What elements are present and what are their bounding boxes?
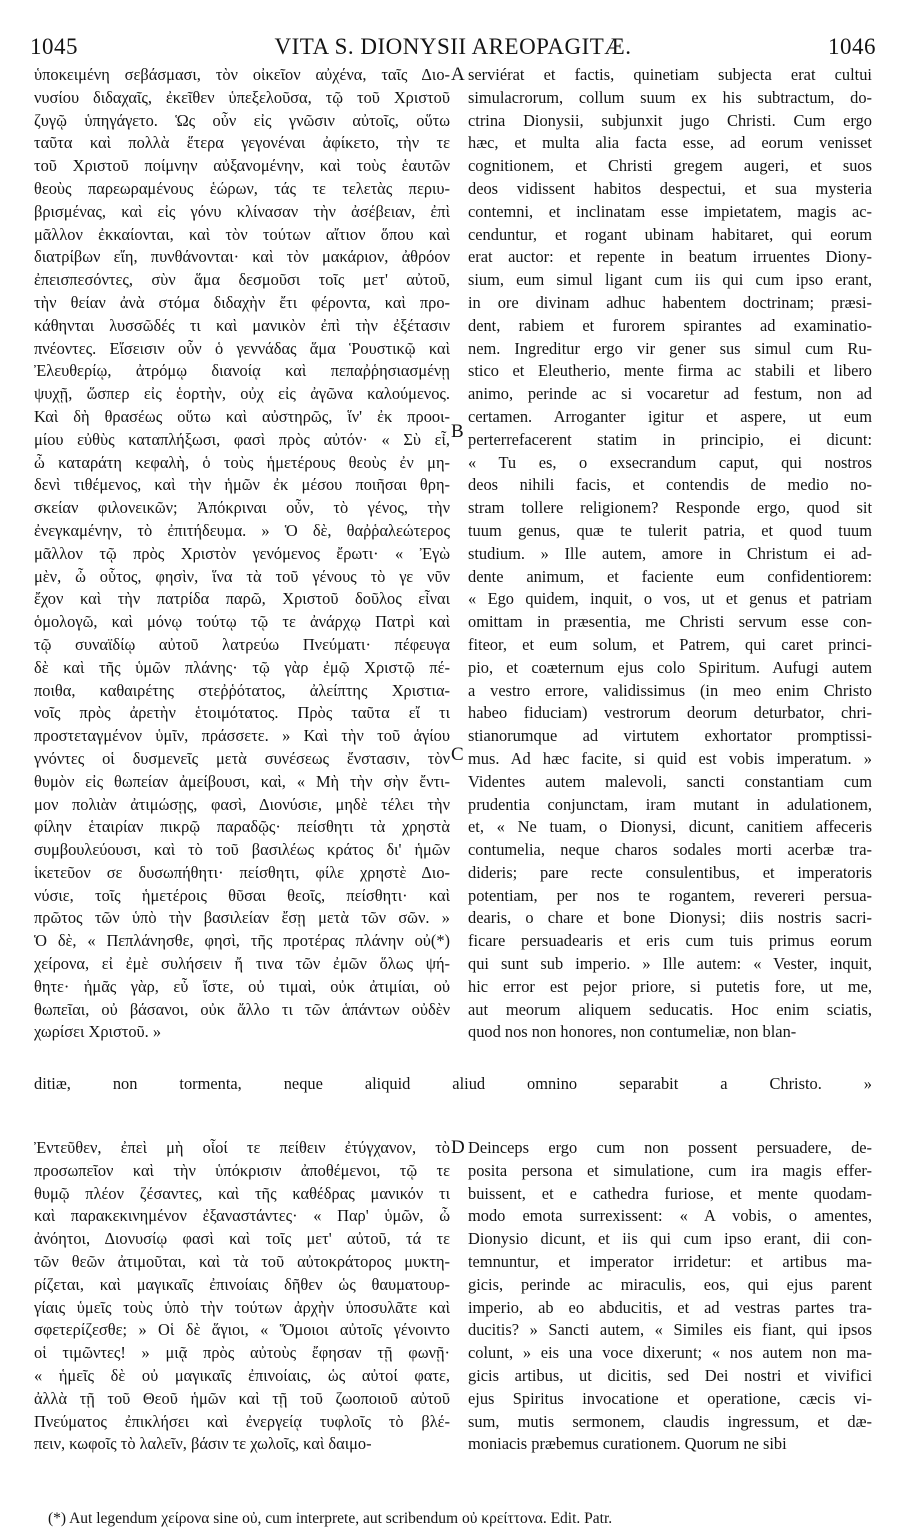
text-line: κάθηνται λυσσῶδές τι καὶ μανικὸν ἐπὶ τὴν ἐξέτασιν: [34, 315, 450, 335]
margin-letter-a: A: [451, 64, 465, 85]
text-line: ζυγῷ ὑπηγάγετο. Ὡς οὖν εἰς γνῶσιν αὐτοῖς, οὕτω: [34, 110, 450, 130]
text-line: ejus Spiritus invocatione et operatione, cæcis vi-: [468, 1388, 872, 1408]
text-line: cenduntur, et rogant ubinam habitaret, qui eorum: [468, 224, 872, 244]
text-line: dideris; pare recte consulentibus, et imperatoris: [468, 862, 872, 882]
text-line: βρισμένας, καὶ εἰς γόνυ κλίνασαν τὴν ἀσέβειαν, ἐπὶ: [34, 201, 450, 221]
text-line: ὦ καταράτη κεφαλὴ, ὁ τοὺς ἡμετέρους θεοὺς ἐν μη-: [34, 452, 450, 472]
text-line: καὶ παρακεκινημένον ἐξαναστάντες· « Παρ' ὑμῶν, ὦ: [34, 1206, 450, 1226]
text-line: χείρονα, εἰ ἐμὲ συλήσειν ἤ τινα τῶν ἐμῶν ὅλως ψή-: [34, 954, 450, 974]
text-line: συμβουλεύουσι, καὶ τὸ τοῦ βασιλέως κράτος δι' ἡμῶν: [34, 840, 450, 860]
text-line: deos nihili facis, et contendis de medio no-: [468, 475, 872, 495]
text-line: νυσίου διδαχαῖς, ἐκεῖθεν ὑπεξελοῦσα, τῷ τοῦ Χριστοῦ: [34, 87, 450, 107]
text-line: quod nos non honores, non contumeliæ, non blan-: [468, 1022, 797, 1042]
text-line: ὑποκειμένη σεβάσμασι, τὸν οἰκεῖον αὐχένα, ταῖς Διο-: [34, 65, 450, 84]
footnote: (*) Aut legendum χείρονα sine οὐ, cum interprete, aut scribendum οὐ κρείττονα. Edit. Patr.: [48, 1510, 613, 1527]
text-line: tuum genus, quæ te tulerit patria, et quod tuum: [468, 520, 872, 540]
text-line: omittam in præsentia, me Christi servum esse con-: [468, 612, 872, 632]
text-line: χωρίσει Χριστοῦ. »: [34, 1022, 162, 1042]
text-line: μᾶλλον ἐκκαίονται, καὶ τὸν τούτων αἴτιον ὅπου καὶ: [34, 224, 450, 244]
text-line: φίλην ἑταιρίαν πικρῷ παραδῷς· πείσθητι τὰ χρηστὰ: [34, 817, 450, 837]
text-line: moniacis præbemus curationem. Quorum ne sibi: [468, 1434, 787, 1454]
text-line: deos vidissent habitos despectui, et sua mysteria: [468, 178, 872, 198]
text-line: simulacrorum, collum suum ex his subtractum, do-: [468, 87, 872, 107]
text-line: προσωπεῖον καὶ τὴν ὑπόκρισιν ἀποθέμενοι, τῷ τε: [34, 1160, 450, 1180]
text-line: ἐνεγκαμένην, τὸ ἐπιτήδευμα. » Ὁ δὲ, θαῤῥαλεώτερος: [34, 520, 450, 540]
page-number-right: 1046: [828, 34, 876, 59]
text-line: διατρίβων εἴη, πυνθάνονται· καὶ τὸν μακάριον, ἀθρόον: [34, 247, 450, 267]
text-line: fiteor, et eum solum, et Patrem, qui caret princi-: [468, 634, 872, 654]
text-line: studium. » Ille autem, amore in Christum ei ad-: [468, 543, 872, 563]
text-line: πειν, κωφοῖς τὸ λαλεῖν, βάσιν τε χωλοῖς, καὶ δαιμο-: [34, 1434, 372, 1454]
text-line: pio, et coæternum ejus colo Spiritum. Aufugi autem: [468, 657, 872, 677]
text-line: μίου εὐθὺς καταπλήξωσι, φασὶ πρὸς αὐτόν· « Σὺ εἶ,: [34, 429, 450, 449]
text-line: ctrina Dionysii, subjunxit jugo Christi. Cum ergo: [468, 110, 872, 130]
text-line: ἀλλὰ τῇ τοῦ Θεοῦ ἡμῶν καὶ τῇ τοῦ ζωοποιοῦ αὐτοῦ: [34, 1388, 450, 1408]
text-line: ἐπεισπεσόντες, σὺν ἅμα δεσμοῦσι τοῖς μετ' αὐτοῦ,: [34, 270, 450, 290]
running-title: VITA S. DIONYSII AREOPAGITÆ.: [274, 34, 632, 59]
text-line: Καὶ δὴ θρασέως οὕτω καὶ αὐστηρῶς, ἵν' ἐκ προοι-: [34, 406, 450, 426]
text-line: Dionysio dicunt, et iis qui cum ipso erant, dii con-: [468, 1229, 872, 1249]
text-line: θητε· ἡμᾶς γὰρ, εὖ ἴστε, οὐ τιμαὶ, οὐκ ἀτιμίαι, οὐ: [34, 976, 450, 996]
text-line: stico et Eleutherio, mente firma ac stabili et libero: [468, 361, 872, 381]
text-line: certamen. Arroganter igitur et aspere, ut eum: [468, 406, 872, 426]
text-line: sium, eum simul ligant cum iis qui cum ipso erant,: [468, 270, 872, 290]
text-line: stianorumque ad virtutem exhortator promptissi-: [468, 726, 872, 746]
text-line: « Tu es, o exsecrandum caput, qui nostros: [468, 452, 872, 472]
text-line: Πνεύματος ἐπικλήσει καὶ ἐνεργείᾳ τυφλοῖς τὸ βλέ-: [34, 1411, 450, 1431]
text-line: σφετερίζεσθε; » Οἱ δὲ ἅγιοι, « Ὅμοιοι αὐτοῖς γένοιντο: [34, 1320, 450, 1340]
text-line: imperio, ab eo abducitis, et ad vestras partes tra-: [468, 1297, 872, 1317]
text-line: animo, perinde ac si vocaretur ad festum, non ad: [468, 384, 872, 404]
text-line: contemni, et inclinatam esse impietatem, magis ac-: [468, 201, 872, 221]
text-line: nem. Ingreditur ergo vir gener sus simul cum Ru-: [468, 338, 872, 358]
text-line: θυμὸν εἰς θωπείαν ἀμείβουσι, καὶ, « Μὴ τὴν σὴν ἔντι-: [34, 771, 450, 791]
text-line: dent, rabiem et furorem spirantes ad examinatio-: [468, 315, 872, 335]
text-line: δενὶ τιθέμενος, καὶ τὴν ἡμῶν ἐκ μέσου ποιῆσαι θρη-: [34, 475, 450, 495]
text-line: νύσιε, τοῖς ἡμετέροις θῦσαι θεοῖς, πείσθητι· καὶ: [34, 885, 450, 905]
page-header: [30, 34, 876, 64]
text-line: gicis artibus, ut dicitis, sed Dei nostri et vivifici: [468, 1365, 872, 1385]
text-line: modo emota surrexissent: « A vobis, o amentes,: [468, 1206, 872, 1226]
text-line: Deinceps ergo cum non possent persuadere, de-: [468, 1138, 872, 1157]
text-line: prudentia conjunctam, iram mutant in adulationem,: [468, 794, 872, 814]
text-line: σκείαν φιλονεικῶν; Ἀπόκριναι οὖν, τὸ γένος, τὴν: [34, 498, 450, 518]
text-line: erat auctor: et repente in beatum irruentes Diony-: [468, 247, 872, 267]
text-line: Videntes autem malevoli, sancti constantiam cum: [468, 771, 872, 791]
text-line: ducitis? » Sancti autem, « Similes eis fiant, qui ipsos: [468, 1320, 872, 1340]
text-line: in ore divinam adhuc habentem doctrinam; præsi-: [468, 292, 872, 312]
text-line: gicis, perinde ac miraculis, eos, qui ejus parent: [468, 1274, 872, 1294]
text-line: dente animum, et faciente eum confidentiorem:: [468, 566, 872, 586]
text-line: μὲν, ὦ οὗτος, φησὶν, ἵνα τὰ τοῦ γένους τὸ γε νῦν: [34, 566, 450, 586]
text-line: sum, mutis sermonem, claudis ingressum, et dæ-: [468, 1411, 872, 1431]
text-line: dearis, o chare et bone Dionysi; diis nostris sacri-: [468, 908, 872, 928]
page-number-left: 1045: [30, 34, 78, 59]
text-line: ἱκετεῦον σε δυσωπήθητι· πείσθητι, φίλε χρηστὲ Διο-: [34, 862, 450, 882]
greek-column-lower: [34, 1137, 450, 1456]
text-line: aut meorum aliquem seducatis. Hoc enim sciatis,: [468, 999, 872, 1019]
text-line: ρίζεται, καὶ μαγικαῖς ἐπινοίαις δῆθεν ὡς θαυματουρ-: [34, 1274, 450, 1294]
text-line: οἱ τιμῶντες! » μιᾷ πρὸς αὐτοὺς ἔφησαν τῇ φωνῇ·: [34, 1343, 450, 1363]
text-line: ψυχῇ, ὥσπερ εἰς ἑορτὴν, οὐχ εἰς ἀγῶνα καλούμενος.: [34, 384, 450, 404]
text-line: πρῶτος τῶν ὑπὸ τὴν βασιλείαν ἔσῃ μετὰ τῶν σῶν. »: [34, 908, 450, 928]
text-line: habeo fiduciam) vestrorum deorum deturbator, chri-: [468, 703, 872, 723]
margin-letter-d: D: [451, 1137, 465, 1158]
text-line: buissent, et e cathedra furiose, et mente quodam-: [468, 1183, 872, 1203]
text-line: et, « Ne tuam, o Dionysi, dicunt, canitiem affeceris: [468, 817, 872, 837]
text-line: τοῦ Χριστοῦ ποίμνην αὐξανομένην, καὶ τοὺς ἑαυτῶν: [34, 156, 450, 176]
text-line: « ἡμεῖς δὲ οὐ μαγικαῖς ἐπινοίαις, ὡς αὐτοί φατε,: [34, 1365, 450, 1385]
text-line: ἔχον καὶ τὴν πατρίδα παρῶ, Χριστοῦ δοῦλος εἶναι: [34, 589, 450, 609]
text-line: colunt, » eis una voce dixerunt; « nos autem non ma-: [468, 1343, 872, 1363]
text-line: τῶν θεῶν ἀτιμοῦται, καὶ τὰ τοῦ αὐτοκράτορος μυκτη-: [34, 1251, 450, 1271]
text-line: θωπεῖαι, οὐ βάσανοι, οὐκ ἄλλο τι τῶν ἁπάντων οὐδὲν: [34, 999, 450, 1019]
text-line: hic error est pejor priore, si putetis fore, ut me,: [468, 976, 872, 996]
text-line: ὁμολογῶ, καὶ μόνῳ τούτῳ τῷ τε ἀνάρχῳ Πατρὶ καὶ: [34, 612, 450, 632]
text-line: μᾶλλον τῷ πρὸς Χριστὸν γενόμενος ἔρωτι· « Ἐγὼ: [34, 543, 450, 563]
latin-column-lower: [468, 1137, 872, 1456]
text-line: νοῖς πρὸς ἀρετὴν ἑτοιμότατος. Πρὸς ταῦτα εἴ τι: [34, 703, 450, 723]
text-line: stram tollere religionem? Responde ergo, quod sit: [468, 498, 872, 518]
text-line: ficare persuadearis et eris cum tuis primus eorum: [468, 931, 872, 951]
latin-column-upper: [468, 64, 872, 1044]
text-line: hæc, et multa alia facta esse, ad eorum venisset: [468, 133, 872, 153]
text-line: qui sunt sub imperio. » Ille autem: « Vester, inquit,: [468, 954, 872, 974]
text-line: contumelia, neque charos sodales morti acerbæ tra-: [468, 840, 872, 860]
text-line: serviérat et factis, quinetiam subjecta erat cultui: [468, 65, 872, 84]
text-line: a vestro errore, validissimus (in meo enim Christo: [468, 680, 872, 700]
text-line: πνέοντες. Εἴσεισιν οὖν ὁ γεννάδας ἅμα Ῥουστικῷ καὶ: [34, 338, 450, 358]
text-line: θυμῷ πλέον ζέσαντες, καὶ τῆς καθέδρας μανικόν τι: [34, 1183, 450, 1203]
greek-column-upper: [34, 64, 450, 1044]
text-line: potentiam, per nos te rogantem, revereri persua-: [468, 885, 872, 905]
text-line: θεοὺς παρεωραμένους ἑώρων, τάς τε τελετὰς περιυ-: [34, 178, 450, 198]
text-line: δὲ καὶ τῆς ὑμῶν πλάνης· τῷ γὰρ ἐμῷ Χριστῷ πέ-: [34, 657, 450, 677]
text-line: μον πολιὰν ἀτιμώσῃς, φασὶ, Διονύσιε, μηδὲ τέλει τὴν: [34, 794, 450, 814]
text-line: Ὁ δὲ, « Πεπλάνησθε, φησὶ, τῆς προτέρας πλάνην οὐ(*): [34, 931, 450, 951]
text-line: Ἐντεῦθεν, ἐπεὶ μὴ οἷοί τε πείθειν ἐτύγχανον, τὸ: [34, 1138, 450, 1157]
text-line: mus. Ad hæc facite, si quid est vobis imperatum. »: [468, 748, 872, 768]
text-line: Ἐλευθερίῳ, ἀτρόμῳ διανοίᾳ καὶ πεπαῤῥησιασμένῃ: [34, 361, 450, 381]
text-line: « Ego quidem, inquit, o vos, ut et genus et patriam: [468, 589, 872, 609]
text-line: ταῦτα καὶ πολλὰ ἕτερα γεγονέναι ἀφίκετο, τὴν τε: [34, 133, 450, 153]
margin-letter-c: C: [451, 744, 464, 765]
text-line: ποιθα, καθαιρέτης στεῤῥότατος, ἀλείπτης Χριστια-: [34, 680, 450, 700]
text-line: προστεταγμένον ὑμῖν, πράσσετε. » Καὶ τὴν τοῦ ἁγίου: [34, 726, 450, 746]
text-line: cognitionem, et Christi gregem augeri, et suos: [468, 156, 872, 176]
text-line: τὴν θείαν ἀνὰ στόμα διδαχὴν ἔτι φέροντα, καὶ προ-: [34, 292, 450, 312]
text-line: perterrefacerent statim in principio, ei dicunt:: [468, 429, 872, 449]
text-line: τῷ συναϊδίῳ αὐτοῦ λατρεύω Πνεύματι· πέφευγα: [34, 634, 450, 654]
margin-letter-b: B: [451, 421, 464, 442]
text-line: temnuntur, et imperator irridetur: et artibus ma-: [468, 1251, 872, 1271]
text-line: ἀνόητοι, Διονυσίῳ φασὶ καὶ τοῖς μετ' αὐτοῦ, τά τε: [34, 1229, 450, 1249]
text-line: posita persona et simulatione, cum ira magis effer-: [468, 1160, 872, 1180]
text-line: γνόντες οἱ δυσμενεῖς μετὰ συνέσεως ἔνστασιν, τὸν: [34, 748, 450, 768]
text-line: γίαις ὑμεῖς τοὺς ὑπὸ τὴν τούτων ἀρχὴν ὑποσυλᾶτε καὶ: [34, 1297, 450, 1317]
latin-continuation-line: ditiæ, non tormenta, neque aliquid aliud omnino separabit a Christo. »: [34, 1074, 872, 1093]
